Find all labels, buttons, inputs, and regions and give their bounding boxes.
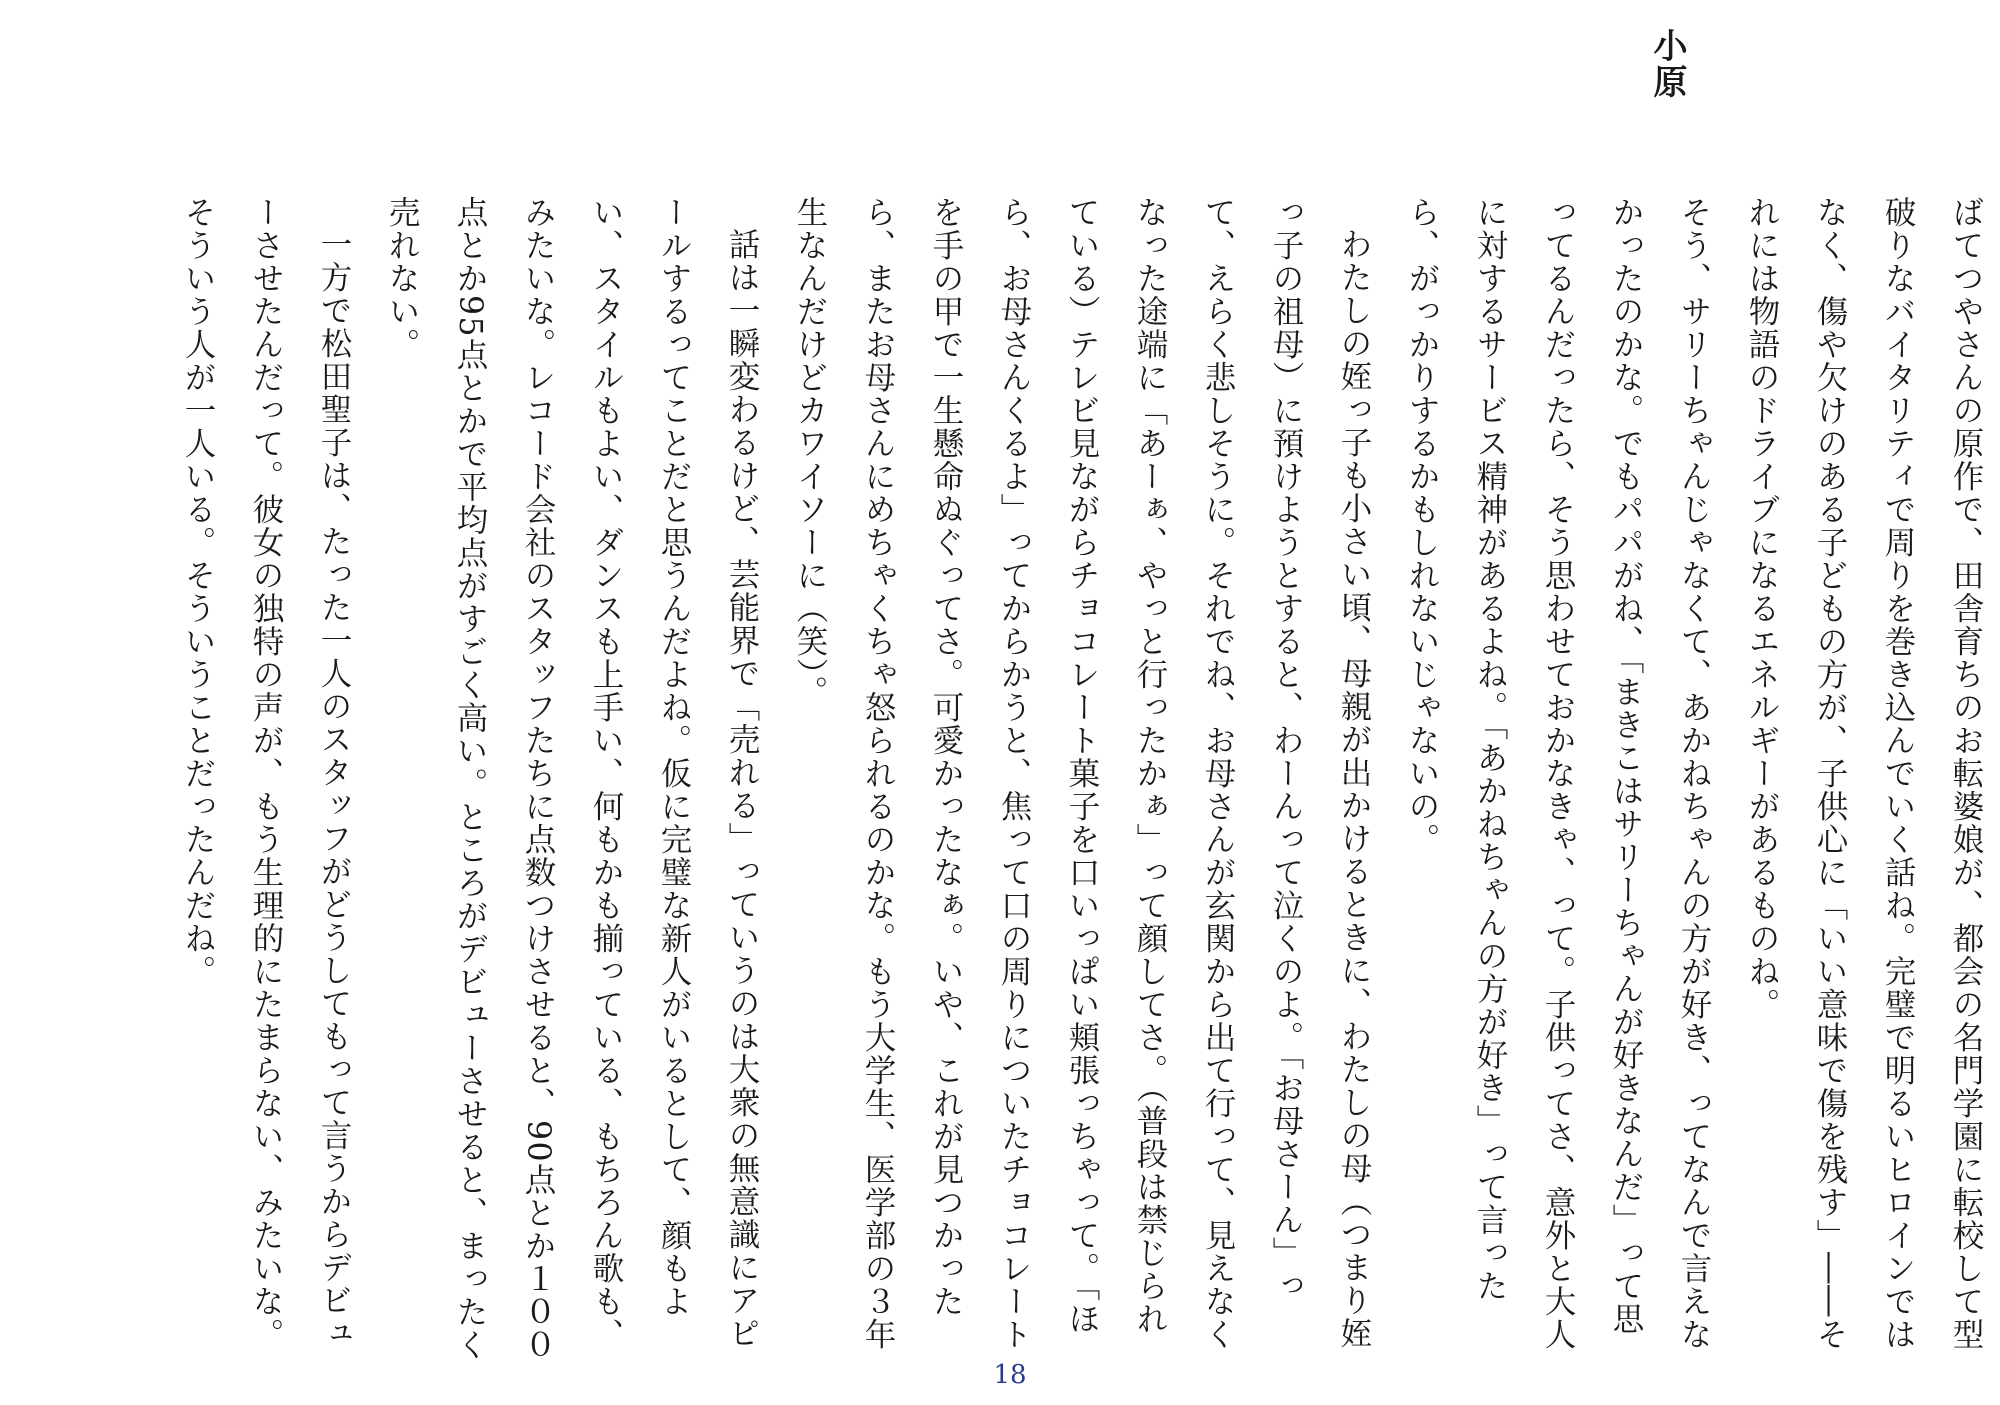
paragraph-continuation: ばてつやさんの原作で、田舎育ちのお転婆娘が、都会の名門学園に転校して型破りなバイタリティで周りを巻き込んでいく話ね。完璧で明るいヒロインではなく、傷や欠けのある子どもの方が、子供心に「いい意味で傷を残す」――それには物語のドライブになるエネルギーがあるものね。 xyxy=(1744,196,1984,1351)
body-text xyxy=(20,196,2000,1366)
paragraph: そう、サリーちゃんじゃなくて、あかねちゃんの方が好き、ってなんで言えなかったのかな。でもパパがね、「まきこはサリーちゃんが好きなんだ」って思ってるんだったら、そう思わせておかなきゃ、って。子供ってさ、意外と大人に対するサービス精神があるよね。「あかねちゃんの方が好き」って言ったら、がっかりするかもしれないじゃないの。 xyxy=(1404,196,1712,1351)
paragraph: 話は一瞬変わるけど、芸能界で「売れる」っていうのは大衆の無意識にアピールするってことだと思うんだよね。仮に完璧な新人がいるとして、顔もよい、スタイルもよい、ダンスも上手い、何もかも揃っている、もちろん歌も、みたいな。レコード会社のスタッフたちに点数つけさせると、90点とか１００点とか95点とかで平均点がすごく高い。ところがデビューさせると、まったく売れない。 xyxy=(384,196,760,1362)
page-number: 18 xyxy=(993,1360,1027,1390)
paragraph: わたしの姪っ子も小さい頃、母親が出かけるときに、わたしの母（つまり姪っ子の祖母）に預けようとすると、わーんって泣くのよ。「お母さーん」って、えらく悲しそうに。それでね、お母さんが玄関から出て行って、見えなくなった途端に「あーぁ、やっと行ったかぁ」って顔してさ。（普段は禁じられている）テレビ見ながらチョコレート菓子を口いっぱい頬張っちゃって。「ほら、お母さんくるよ」ってからかうと、焦って口の周りについたチョコレートを手の甲で一生懸命ぬぐってさ。可愛かったなぁ。いや、これが見つかったら、またお母さんにめちゃくちゃ怒られるのかな。もう大学生、医学部の３年生なんだけどカワイソーに（笑）。 xyxy=(792,196,1372,1351)
paragraph: 一方で松田聖子は、たった一人のスタッフがどうしてもって言うからデビューさせたんだって。彼女の独特の声が、もう生理的にたまらない、みたいな。そういう人が一人いる。そういうことだったんだね。 xyxy=(180,196,352,1351)
speaker-name: 小原 xyxy=(1647,28,1687,100)
